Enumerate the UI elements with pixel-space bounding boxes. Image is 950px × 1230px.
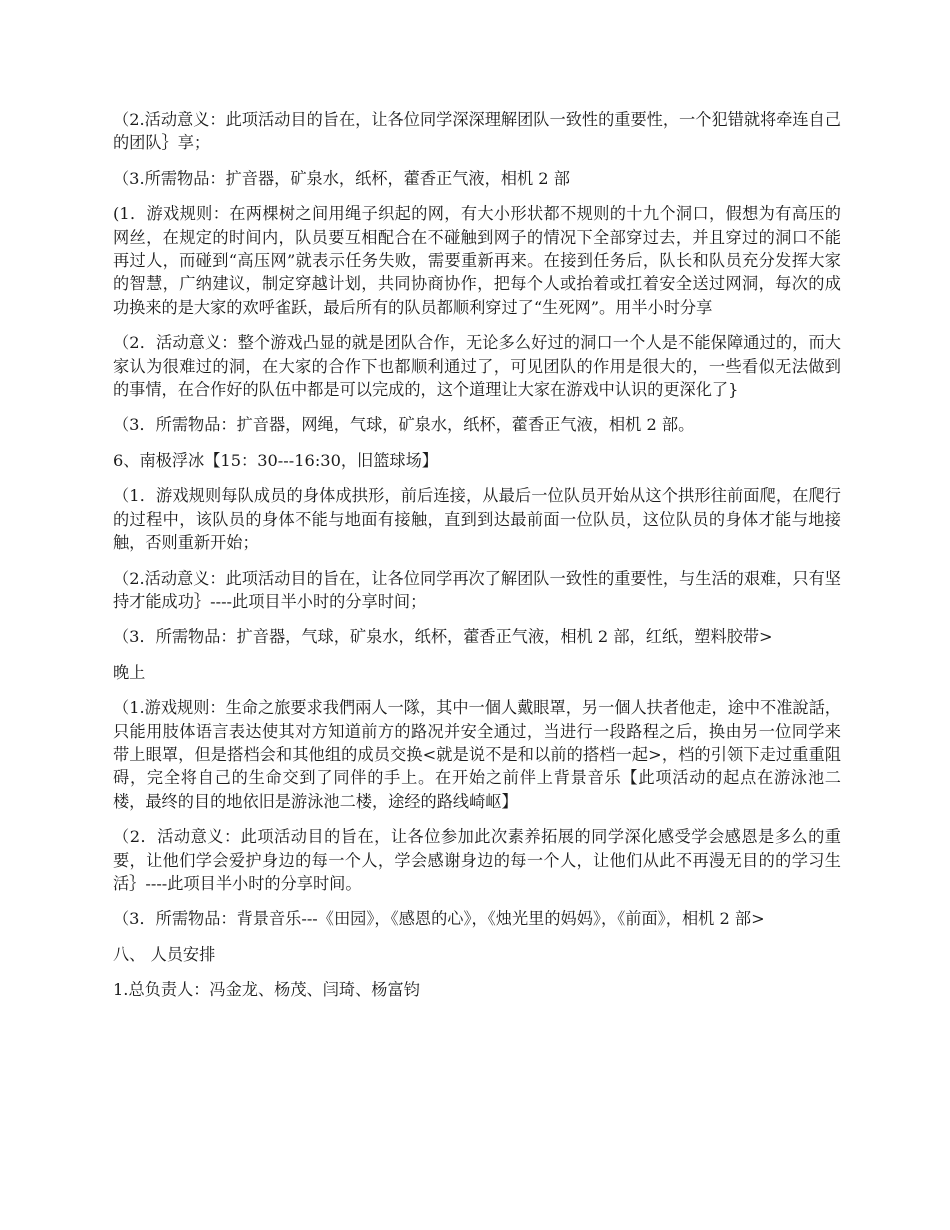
paragraph-chief-responsible: 1.总负责人：冯金龙、杨茂、闫琦、杨富钧 bbox=[113, 980, 420, 1000]
paragraph-meaning-life-journey: （2．活动意义：此项活动目的旨在，让各位参加此次素养拓展的同学深化感受学会感恩是多么的重要，让他们学会爱护身边的每一个人，学会感谢身边的每一个人，让他们从此不再漫无目的的学习生活｝----此项目半小时的分享时间。 bbox=[113, 827, 841, 893]
document-page bbox=[113, 108, 841, 1014]
paragraph-supplies-life-journey: （3．所需物品：背景音乐---《田园》，《感恩的心》，《烛光里的妈妈》，《前面》，相机 2 部> bbox=[113, 909, 765, 929]
section-heading-antarctic-ice: 6、南极浮冰【15：30---16:30，旧篮球场】 bbox=[113, 450, 438, 470]
paragraph-supplies-spider-web: （3．所需物品：扩音器，网绳，气球，矿泉水，纸杯，藿香正气液，相机 2 部。 bbox=[113, 415, 695, 435]
paragraph-meaning-antarctic-ice: （2.活动意义：此项活动目的旨在，让各位同学再次了解团队一致性的重要性，与生活的艰难，只有坚持才能成功｝----此项目半小时的分享时间； bbox=[113, 568, 841, 611]
paragraph-rules-spider-web: (1．游戏规则：在两棵树之间用绳子织起的网，有大小形状都不规则的十九个洞口，假想为有高压的网丝，在规定的时间内，队员要互相配合在不碰触到网子的情况下全部穿过去，并且穿过的洞口不能再过人，而碰到“高压网”就表示任务失败，需要重新再来。在接到任务后，队长和队员充分发挥大家的智慧，广纳建议，制定穿越计划，共同协商协作，把每个人或抬着或扛着安全送过网洞，每次的成功换来的是大家的欢呼雀跃，最后所有的队员都顺利穿过了“生死网”。用半小时分享 bbox=[113, 204, 841, 317]
paragraph-supplies-1: （3.所需物品：扩音器，矿泉水，纸杯，藿香正气液，相机 2 部 bbox=[113, 168, 570, 188]
section-heading-staffing: 八、 人员安排 bbox=[113, 944, 216, 964]
paragraph-meaning-spider-web: （2．活动意义：整个游戏凸显的就是团队合作，无论多么好过的洞口一个人是不能保障通过的，而大家认为很难过的洞，在大家的合作下也都顺利通过了，可见团队的作用是很大的，一些看似无法做到的事情，在合作好的队伍中都是可以完成的，这个道理让大家在游戏中认识的更深化了} bbox=[113, 333, 841, 400]
paragraph-rules-antarctic-ice: （1．游戏规则每队成员的身体成拱形，前后连接，从最后一位队员开始从这个拱形往前面爬，在爬行的过程中，该队员的身体不能与地面有接触，直到到达最前面一位队员，这位队员的身体才能与地接触，否则重新开始； bbox=[113, 486, 841, 553]
paragraph-supplies-antarctic-ice: （3．所需物品：扩音器，气球，矿泉水，纸杯，藿香正气液，相机 2 部，红纸，塑料胶带> bbox=[113, 627, 773, 647]
paragraph-rules-life-journey: （1.游戏规则：生命之旅要求我們兩人一隊，其中一個人戴眼罩，另一個人扶者他走，途中不准說話，只能用肢体语言表达使其对方知道前方的路况并安全通过，当进行一段路程之后，换由另一位同学来带上眼罩，但是搭档会和其他组的成员交换<就是说不是和以前的搭档一起>，档的引领下走过重重阻碍，完全将自己的生命交到了同伴的手上。在开始之前伴上背景音乐【此项活动的起点在游泳池二楼，最终的目的地依旧是游泳池二楼，途经的路线崎岖】 bbox=[113, 698, 841, 811]
paragraph-meaning-1: （2.活动意义：此项活动目的旨在，让各位同学深深理解团队一致性的重要性，一个犯错就将牵连自己的团队｝享； bbox=[113, 110, 841, 153]
section-heading-evening: 晚上 bbox=[113, 662, 146, 682]
